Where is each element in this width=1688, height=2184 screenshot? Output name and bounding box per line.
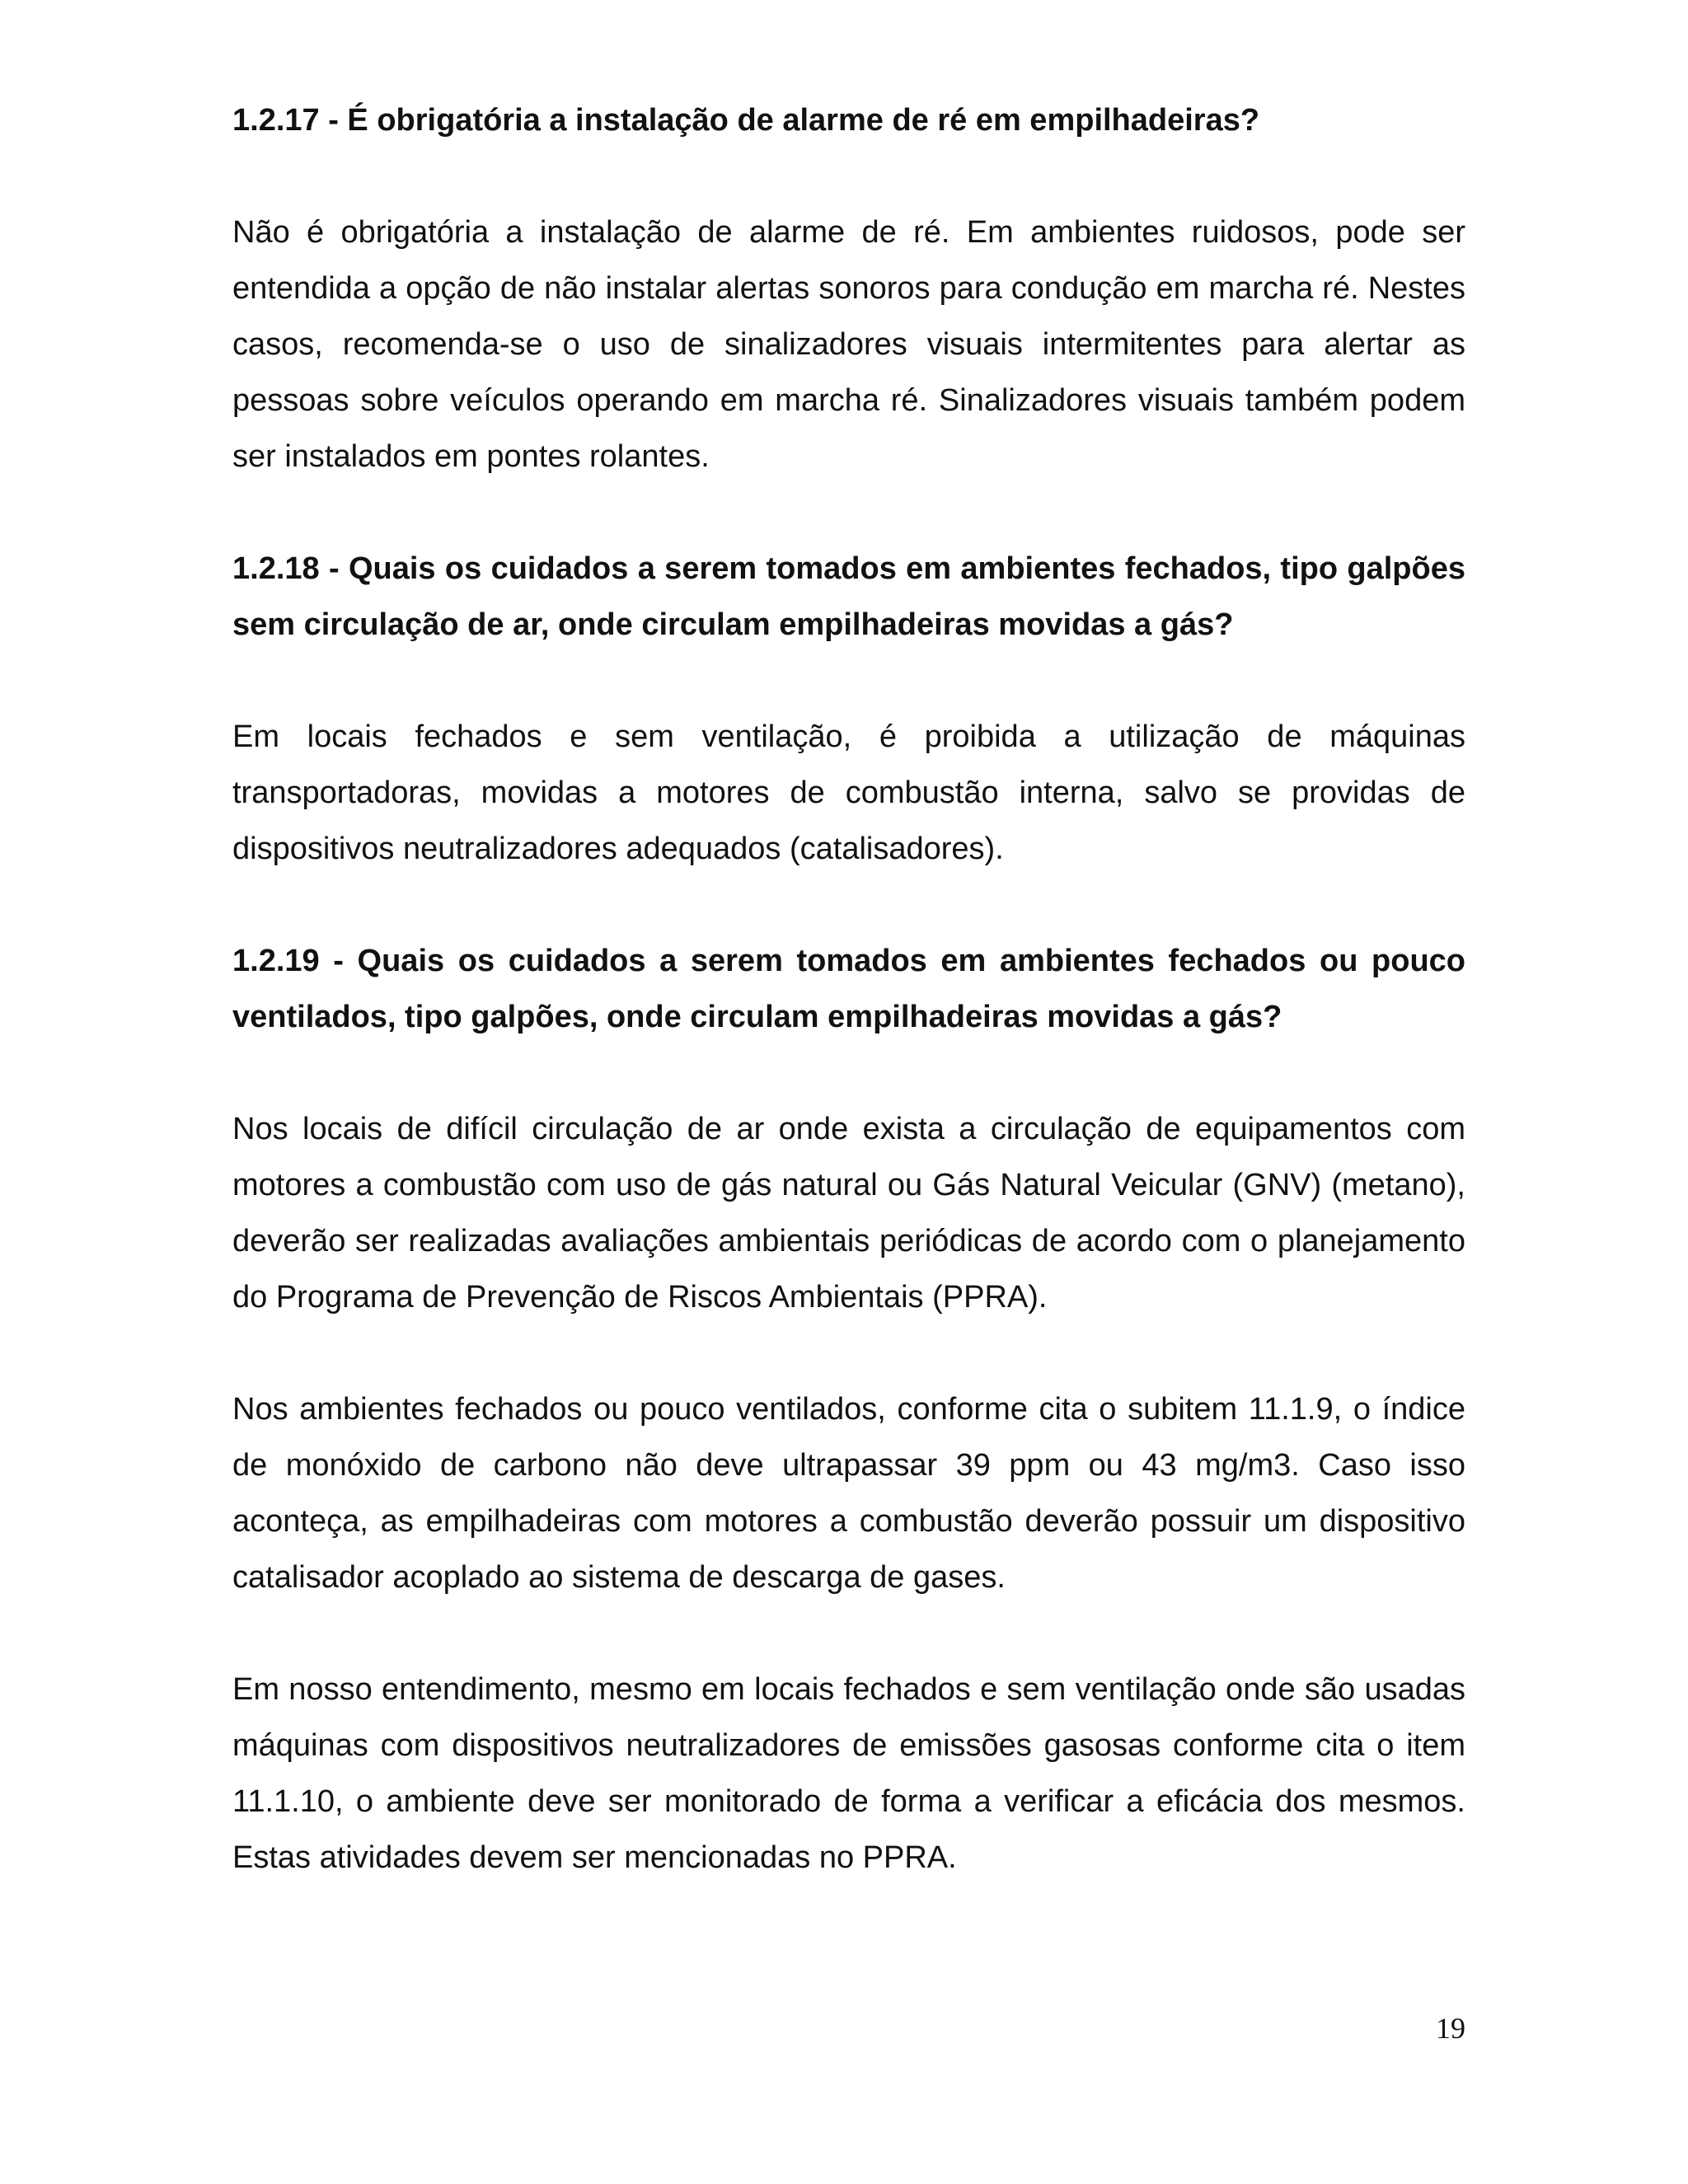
section-paragraph: Nos locais de difícil circulação de ar onde exista a circulação de equipamentos com motores a combustão com uso de gás natural ou Gás Natural Veicular (GNV) (metano), deverão ser realizadas avaliações ambientais periódicas de acordo com o planejamento do Programa de Prevenção de Riscos Ambientais (PPRA). [232,1112,1465,1315]
section-heading: 1.2.18 - Quais os cuidados a serem tomados em ambientes fechados, tipo galpões sem circulação de ar, onde circulam empilhadeiras movidas a gás? [232,551,1465,642]
section-paragraph: Em nosso entendimento, mesmo em locais fechados e sem ventilação onde são usadas máquinas com dispositivos neutralizadores de emissões gasosas conforme cita o item 11.1.10, o ambiente deve ser monitorado de forma a verificar a eficácia dos mesmos. Estas atividades devem ser mencionadas no PPRA. [232,1672,1465,1875]
section-1-2-17 [232,92,1465,485]
section-heading: 1.2.17 - É obrigatória a instalação de alarme de ré em empilhadeiras? [232,103,1260,138]
document-page [232,92,1465,1942]
page-number: 19 [1436,2012,1465,2045]
section-1-2-18 [232,541,1465,877]
section-paragraph: Não é obrigatória a instalação de alarme de ré. Em ambientes ruidosos, pode ser entendida a opção de não instalar alertas sonoros para condução em marcha ré. Nestes casos, recomenda-se o uso de sinalizadores visuais intermitentes para alertar as pessoas sobre veículos operando em marcha ré. Sinalizadores visuais também podem ser instalados em pontes rolantes. [232,215,1465,474]
section-paragraph: Em locais fechados e sem ventilação, é proibida a utilização de máquinas transportadoras, movidas a motores de combustão interna, salvo se providas de dispositivos neutralizadores adequados (catalisadores). [232,719,1465,866]
section-heading: 1.2.19 - Quais os cuidados a serem tomados em ambientes fechados ou pouco ventilados, tipo galpões, onde circulam empilhadeiras movidas a gás? [232,944,1465,1034]
section-paragraph: Nos ambientes fechados ou pouco ventilados, conforme cita o subitem 11.1.9, o índice de monóxido de carbono não deve ultrapassar 39 ppm ou 43 mg/m3. Caso isso aconteça, as empilhadeiras com motores a combustão deverão possuir um dispositivo catalisador acoplado ao sistema de descarga de gases. [232,1392,1465,1595]
section-1-2-19 [232,933,1465,1886]
